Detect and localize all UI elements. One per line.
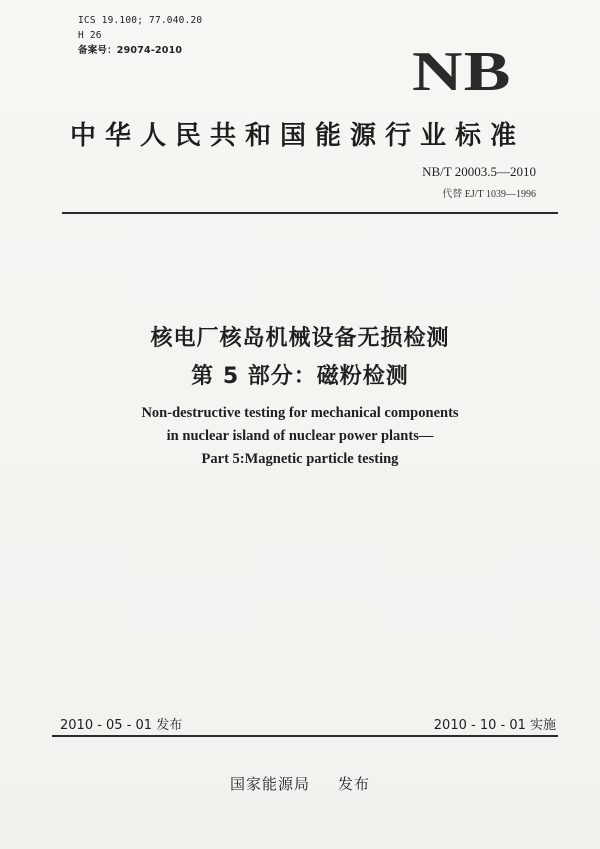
issue-date: 2010 - 05 - 01 发布 xyxy=(60,718,183,733)
chinese-title-line-2: 第 5 部分：磁粉检测 xyxy=(191,364,409,389)
header-divider xyxy=(62,212,558,214)
record-number: 备案号：29074-2010 xyxy=(78,45,183,56)
english-title-line-1: Non-destructive testing for mechanical components xyxy=(141,405,459,421)
publisher-name: 国家能源局 xyxy=(229,775,310,793)
standard-number: NB/T 20003.5—2010 xyxy=(422,164,536,179)
chinese-title-line-1: 核电厂核岛机械设备无损检测 xyxy=(150,326,450,351)
nb-logo: NB xyxy=(412,41,512,103)
english-title-line-3: Part 5:Magnetic particle testing xyxy=(201,451,399,467)
replaces-standard: 代替 EJ/T 1039—1996 xyxy=(442,189,536,200)
english-title-line-2: in nuclear island of nuclear power plants— xyxy=(166,428,434,444)
standard-category-title: 中华人民共和国能源行业标准 xyxy=(70,121,526,151)
publisher-line xyxy=(0,773,600,794)
ics-code: ICS 19.100; 77.040.20 xyxy=(78,15,203,26)
classification-code: H 26 xyxy=(78,30,102,41)
footer-divider xyxy=(52,735,558,737)
publish-word: 发布 xyxy=(338,775,371,793)
implementation-date: 2010 - 10 - 01 实施 xyxy=(433,718,556,733)
